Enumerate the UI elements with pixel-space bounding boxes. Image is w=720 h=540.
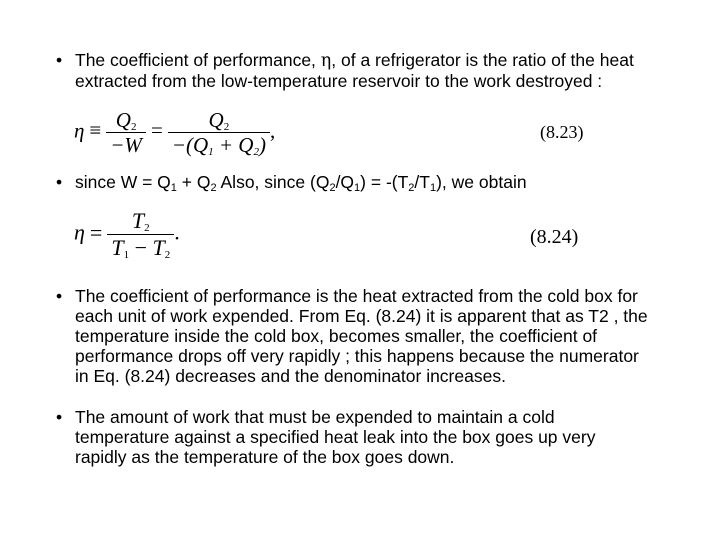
- term: ): [258, 133, 266, 157]
- trailing-comma: ,: [269, 118, 276, 143]
- text-segment: The coefficient of performance,: [75, 50, 321, 70]
- minus-sign: −: [129, 235, 153, 260]
- subscript: 2: [210, 182, 217, 194]
- bullet-text: [75, 172, 675, 192]
- bullet-dot: •: [56, 407, 63, 427]
- subscript: 1: [208, 146, 214, 158]
- text-segment: ), we obtain: [436, 172, 527, 192]
- text-segment: /Q: [335, 172, 355, 192]
- bullet-text: [75, 50, 675, 91]
- subscript: 2: [408, 182, 415, 194]
- equation-number-8-23: (8.23): [540, 122, 584, 142]
- equation-number-8-24: (8.24): [530, 226, 579, 248]
- var: Q: [208, 108, 224, 132]
- equation-8-24: [74, 208, 180, 261]
- equation-8-23: [74, 108, 275, 157]
- equiv-sign: ≡: [89, 118, 102, 143]
- var: T: [152, 235, 165, 260]
- fraction-numerator: [107, 208, 174, 234]
- var: T: [111, 235, 124, 260]
- eta-symbol: η: [320, 51, 332, 71]
- trailing-period: .: [174, 219, 180, 245]
- text-segment: /T: [414, 172, 430, 192]
- var: T: [131, 208, 145, 233]
- fraction-q2-over-sum: [168, 108, 270, 157]
- subscript: 1: [354, 182, 361, 194]
- subscript: 2: [223, 121, 230, 133]
- text-segment: since W = Q: [75, 172, 171, 192]
- text-segment: ) = -(T: [360, 172, 409, 192]
- subscript: 2: [253, 146, 259, 158]
- text-segment: Also, since (Q: [216, 172, 330, 192]
- text-segment: + Q: [176, 172, 211, 192]
- subscript: 2: [130, 121, 137, 133]
- fraction-numerator: [106, 108, 146, 132]
- fraction-t2-over-difference: [107, 208, 174, 261]
- term: −(Q: [171, 133, 209, 157]
- subscript: 2: [329, 182, 336, 194]
- subscript: 2: [144, 222, 150, 234]
- bullet-dot: •: [56, 50, 63, 70]
- eta-lhs: η: [74, 219, 85, 245]
- eta-lhs: η: [74, 118, 85, 143]
- subscript: 1: [170, 182, 177, 194]
- fraction-denominator: [107, 234, 174, 261]
- bullet-dot: •: [56, 286, 63, 306]
- fraction-q2-over-minus-w: [106, 108, 146, 157]
- term: + Q: [213, 133, 254, 157]
- fraction-denominator: −W: [106, 132, 146, 157]
- bullet-text: The amount of work that must be expended to maintain a cold temperature against a specified heat leak into the box goes up very rapidly as the temperature of the box goes down.: [75, 407, 596, 467]
- subscript: 1: [429, 182, 437, 194]
- bullet-dot: •: [56, 172, 63, 192]
- fraction-denominator: [168, 132, 270, 157]
- fraction-numerator: [168, 108, 270, 132]
- equals-sign: =: [89, 219, 103, 245]
- equals-sign: =: [150, 118, 163, 143]
- text-segment: , of a refrigerator is the ratio of the heat extracted from the low-temperature reservoir to the work destroyed :: [75, 50, 634, 91]
- bullet-text: The coefficient of performance is the heat extracted from the cold box for each unit of work expended. From Eq. (8.24) it is apparent that as T2 , the temperature inside the cold box, becomes smaller, the coefficient of performance drops off very rapidly ; this happens because the numerator in Eq. (8.24) decreases and the denominator increases.: [75, 286, 648, 386]
- var: Q: [115, 108, 131, 132]
- subscript: 2: [164, 249, 171, 261]
- subscript: 1: [123, 249, 130, 261]
